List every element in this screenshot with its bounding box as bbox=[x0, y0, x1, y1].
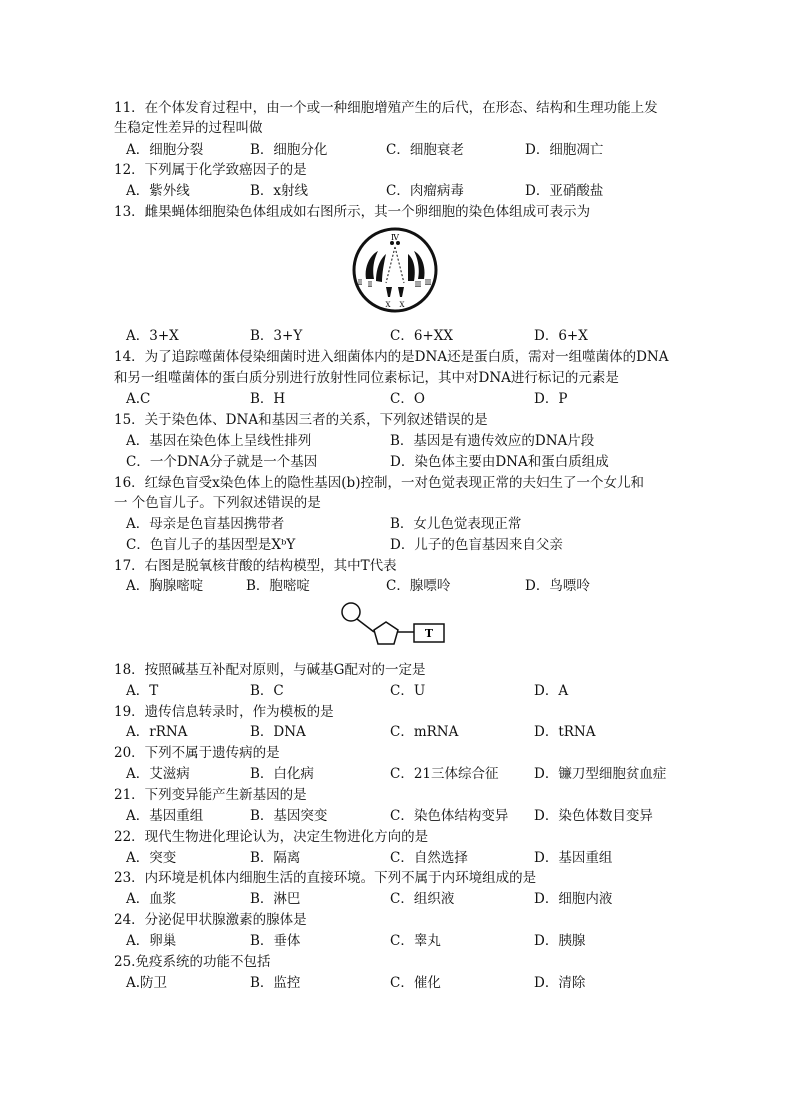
spindle-line-right bbox=[395, 247, 404, 283]
q25-option-b: B．监控 bbox=[250, 975, 301, 991]
q21-stem: 21．下列变异能产生新基因的是 bbox=[114, 787, 307, 803]
q11-option-b: B．细胞分化 bbox=[250, 142, 328, 158]
q19-option-a: A．rRNA bbox=[126, 724, 188, 740]
q23-option-c: C．组织液 bbox=[390, 891, 455, 907]
label-x-a: X bbox=[385, 301, 391, 309]
q16-option-c: C．色盲儿子的基因型是XᵇY bbox=[126, 537, 296, 553]
q17-stem: 17．右图是脱氧核苷酸的结构模型，其中T代表 bbox=[114, 558, 397, 574]
q18-option-d: D．A bbox=[534, 683, 569, 699]
q16-stem-line-1: 16．红绿色盲受x染色体上的隐性基因(b)控制，一对色觉表现正常的夫妇生了一个女儿和 bbox=[114, 475, 644, 491]
q23-stem: 23．内环境是机体内细胞生活的直接环境。下列不属于内环境组成的是 bbox=[114, 870, 537, 886]
q18-option-c: C．U bbox=[390, 683, 426, 699]
q15-stem: 15．关于染色体、DNA和基因三者的关系，下列叙述错误的是 bbox=[114, 412, 488, 428]
q14-stem-line-1: 14．为了追踪噬菌体侵染细菌时进入细菌体内的是DNA还是蛋白质，需对一组噬菌体的DNA bbox=[114, 349, 669, 365]
q17-option-a: A．胸腺嘧啶 bbox=[126, 578, 204, 594]
q19-option-d: D．tRNA bbox=[534, 724, 596, 740]
q22-option-d: D．基因重组 bbox=[534, 850, 613, 866]
chromosome-ii-b bbox=[376, 254, 386, 282]
q13-option-c: C．6+XX bbox=[390, 328, 453, 344]
q20-option-d: D．镰刀型细胞贫血症 bbox=[534, 766, 667, 782]
q19-option-b: B．DNA bbox=[250, 724, 306, 740]
base-label: T bbox=[424, 627, 434, 640]
q14-option-a: A.C bbox=[126, 391, 151, 407]
q23-option-d: D．细胞内液 bbox=[534, 891, 613, 907]
q22-option-c: C．自然选择 bbox=[390, 850, 468, 866]
q15-option-a: A．基因在染色体上呈线性排列 bbox=[126, 433, 312, 449]
chromosome-figure bbox=[350, 227, 440, 313]
q17-option-c: C．腺嘌呤 bbox=[386, 578, 451, 594]
q16-option-b: B．女儿色觉表现正常 bbox=[390, 516, 522, 532]
phosphate-sugar-bond bbox=[357, 619, 374, 632]
chromosome-x-b bbox=[398, 287, 404, 297]
q20-option-a: A．艾滋病 bbox=[126, 766, 190, 782]
q24-option-a: A．卵巢 bbox=[126, 933, 177, 949]
q14-option-c: C．O bbox=[390, 391, 425, 407]
q16-option-a: A．母亲是色盲基因携带者 bbox=[126, 516, 285, 532]
spindle-line-left bbox=[386, 247, 395, 283]
q13-option-d: D．6+X bbox=[534, 328, 588, 344]
q17-option-b: B．胞嘧啶 bbox=[246, 578, 310, 594]
chromosome-ii-a bbox=[366, 251, 378, 279]
q15-option-d: D．染色体主要由DNA和蛋白质组成 bbox=[390, 454, 609, 470]
q21-option-a: A．基因重组 bbox=[126, 808, 204, 824]
q21-option-b: B．基因突变 bbox=[250, 808, 328, 824]
q15-option-b: B．基因是有遗传效应的DNA片段 bbox=[390, 433, 595, 449]
q12-option-d: D．亚硝酸盐 bbox=[525, 183, 604, 199]
label-ii-b: Ⅱ bbox=[367, 281, 373, 289]
q22-option-a: A．突变 bbox=[126, 850, 177, 866]
q16-stem-line-2: 一 个色盲儿子。下列叙述错误的是 bbox=[114, 495, 321, 511]
q22-option-b: B．隔离 bbox=[250, 850, 301, 866]
q11-option-c: C．细胞衰老 bbox=[386, 142, 464, 158]
label-iii-a: Ⅲ bbox=[414, 281, 422, 289]
q12-option-c: C．肉瘤病毒 bbox=[386, 183, 464, 199]
q18-option-a: A．T bbox=[126, 683, 159, 699]
q11-stem-line-2: 生稳定性差异的过程叫做 bbox=[114, 120, 263, 136]
chromosome-x-a bbox=[386, 287, 392, 297]
q12-option-a: A．紫外线 bbox=[126, 183, 190, 199]
nucleotide-figure bbox=[338, 600, 450, 652]
q13-option-a: A．3+X bbox=[126, 328, 179, 344]
q25-stem: 25.免疫系统的功能不包括 bbox=[114, 954, 271, 970]
q11-option-d: D．细胞凋亡 bbox=[525, 142, 604, 158]
q24-stem: 24．分泌促甲状腺激素的腺体是 bbox=[114, 912, 307, 928]
q25-option-d: D．清除 bbox=[534, 975, 586, 991]
q14-stem-line-2: 和另一组噬菌体的蛋白质分别进行放射性同位素标记，其中对DNA进行标记的元素是 bbox=[114, 370, 619, 386]
q21-option-d: D．染色体数目变异 bbox=[534, 808, 653, 824]
q20-option-c: C．21三体综合征 bbox=[390, 766, 499, 782]
label-ii-a: Ⅱ bbox=[357, 279, 363, 287]
q20-option-b: B．白化病 bbox=[250, 766, 314, 782]
q15-option-c: C．一个DNA分子就是一个基因 bbox=[126, 454, 318, 470]
label-iii-b: Ⅲ bbox=[424, 279, 432, 287]
q25-option-a: A.防卫 bbox=[126, 975, 168, 991]
q21-option-c: C．染色体结构变异 bbox=[390, 808, 509, 824]
phosphate-circle bbox=[342, 603, 360, 621]
q25-option-c: C．催化 bbox=[390, 975, 441, 991]
q23-option-a: A．血浆 bbox=[126, 891, 177, 907]
label-iv: Ⅳ bbox=[391, 233, 399, 242]
q17-option-d: D．鸟嘌呤 bbox=[525, 578, 590, 594]
q20-stem: 20．下列不属于遗传病的是 bbox=[114, 745, 280, 761]
q19-option-c: C．mRNA bbox=[390, 724, 459, 740]
q19-stem: 19．遗传信息转录时，作为模板的是 bbox=[114, 704, 334, 720]
q14-option-b: B．H bbox=[250, 391, 286, 407]
q12-stem: 12．下列属于化学致癌因子的是 bbox=[114, 162, 307, 178]
q23-option-b: B．淋巴 bbox=[250, 891, 301, 907]
chromosome-iii-a bbox=[408, 254, 415, 281]
q16-option-d: D．儿子的色盲基因来自父亲 bbox=[390, 537, 563, 553]
chromosome-iii-b bbox=[414, 251, 425, 279]
deoxyribose-pentagon bbox=[374, 622, 398, 644]
q13-option-b: B．3+Y bbox=[250, 328, 303, 344]
q13-stem: 13．雌果蝇体细胞染色体组成如右图所示，其一个卵细胞的染色体组成可表示为 bbox=[114, 204, 591, 220]
q11-option-a: A．细胞分裂 bbox=[126, 142, 204, 158]
q18-option-b: B．C bbox=[250, 683, 284, 699]
q24-option-c: C．睾丸 bbox=[390, 933, 441, 949]
q24-option-d: D．胰腺 bbox=[534, 933, 586, 949]
q11-stem-line-1: 11．在个体发育过程中，由一个或一种细胞增殖产生的后代，在形态、结构和生理功能上发 bbox=[114, 100, 658, 116]
q18-stem: 18．按照碱基互补配对原则，与碱基G配对的一定是 bbox=[114, 662, 426, 678]
q14-option-d: D．P bbox=[534, 391, 568, 407]
q24-option-b: B．垂体 bbox=[250, 933, 301, 949]
q22-stem: 22．现代生物进化理论认为，决定生物进化方向的是 bbox=[114, 829, 429, 845]
q12-option-b: B．x射线 bbox=[250, 183, 309, 199]
label-x-b: X bbox=[399, 301, 405, 309]
